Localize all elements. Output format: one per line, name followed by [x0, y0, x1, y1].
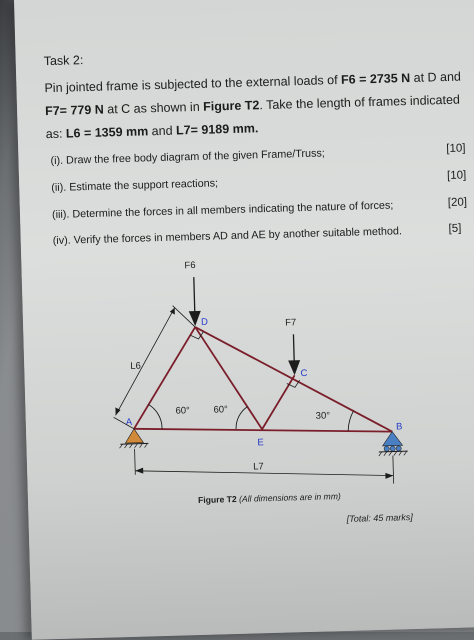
roller-support-b — [378, 431, 408, 456]
intro-text: and — [148, 123, 177, 139]
figure-caption-title: Figure T2 — [197, 493, 237, 506]
total-marks: [Total: 45 marks] — [346, 512, 413, 524]
angle-arc-b — [348, 411, 355, 431]
length-l6-value: L6 = 1359 mm — [65, 124, 149, 141]
angle-label-a: 60° — [175, 405, 191, 417]
load-arrow-f7 — [287, 334, 300, 375]
intro-text: at D and — [409, 69, 462, 85]
load-f7-value: F7= 779 N — [44, 102, 105, 119]
truss-members — [131, 322, 392, 439]
length-l7-value: L7= 9189 mm. — [175, 121, 259, 138]
load-label-f7: F7 — [284, 317, 297, 329]
question-3: (iii). Determine the forces in all members indicating the nature of forces; — [51, 199, 394, 222]
figure-reference: Figure T2 — [202, 98, 260, 114]
question-1-marks: [10] — [446, 142, 466, 155]
question-1: (i). Draw the free body diagram of the given Frame/Truss; — [50, 147, 326, 168]
load-label-f6: F6 — [184, 260, 196, 272]
member-ec — [261, 375, 296, 429]
load-f6-value: F6 = 2735 N — [340, 70, 411, 87]
figure-caption-note: (All dimensions are in mm) — [236, 491, 341, 504]
angle-arc-a — [148, 404, 162, 429]
question-2: (ii). Estimate the support reactions; — [51, 177, 219, 195]
angle-arc-e — [235, 407, 248, 429]
node-label-a: A — [125, 416, 133, 429]
truss-figure — [14, 0, 474, 640]
intro-text: Pin jointed frame is subjected to the external loads of — [44, 72, 342, 96]
dimension-label-l6: L6 — [130, 360, 142, 372]
task-title: Task 2: — [43, 53, 84, 69]
node-label-e: E — [257, 437, 264, 449]
question-4-marks: [5] — [448, 222, 462, 235]
dimension-label-l7: L7 — [252, 461, 264, 473]
node-label-c: C — [300, 367, 308, 380]
intro-text: at C as shown in — [103, 99, 204, 117]
question-2-marks: [10] — [446, 169, 467, 182]
pin-support-a — [119, 428, 149, 448]
load-arrow-f6 — [188, 277, 201, 326]
angle-label-e: 60° — [213, 404, 229, 416]
intro-text: as: — [45, 126, 67, 142]
worksheet-page — [14, 0, 474, 640]
angle-label-b: 30° — [315, 410, 331, 422]
right-angle-marks — [190, 329, 300, 390]
question-4: (iv). Verify the forces in members AD and AE by another suitable method. — [52, 225, 403, 248]
question-3-marks: [20] — [447, 196, 468, 209]
node-label-d: D — [200, 316, 209, 328]
member-de — [195, 325, 262, 431]
intro-text: . Take the length of frames indicated — [259, 92, 461, 113]
dimension-line-l7 — [135, 442, 394, 491]
node-label-b: B — [395, 421, 403, 433]
